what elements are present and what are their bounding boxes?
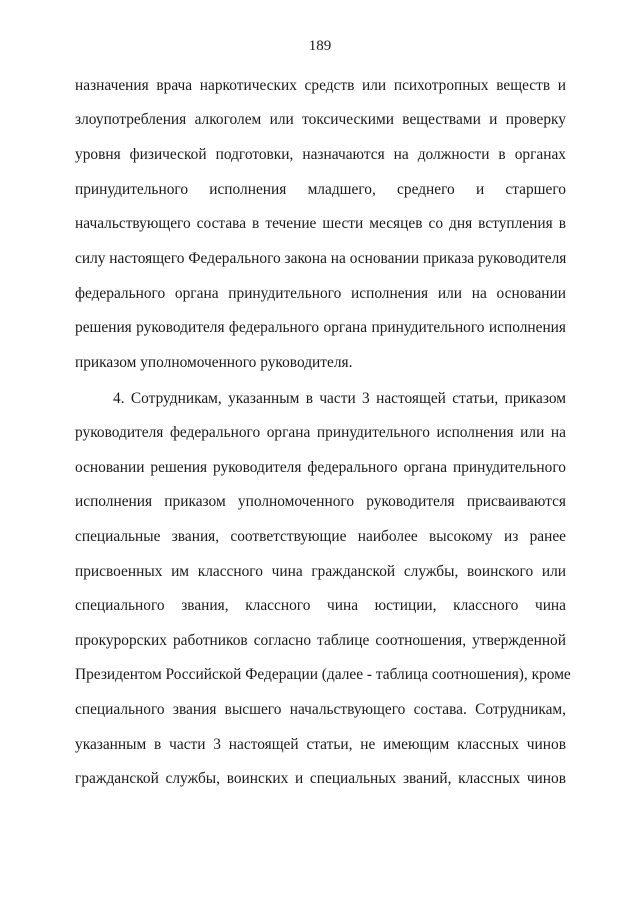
text-line: 4. Сотрудникам, указанным в части 3 настоящей статьи, приказом [113,390,566,407]
text-line: Президентом Российской Федерации (далее - таблица соотношения), кроме [75,666,571,683]
text-line: руководителя федерального органа принудительного исполнения или на [75,424,566,441]
text-line: назначения врача наркотических средств или психотропных веществ и [75,77,566,94]
text-line: специальные звания, соответствующие наиболее высокому из ранее [75,528,566,545]
page-number: 189 [308,38,332,54]
text-line: принудительного исполнения младшего, среднего и старшего [75,181,566,198]
text-line: специального звания, классного чина юстиции, классного чина [75,597,566,614]
text-line: злоупотребления алкоголем или токсическими веществами и проверку [75,111,566,128]
text-line: приказом уполномоченного руководителя. [75,354,353,371]
text-line: силу настоящего Федерального закона на основании приказа руководителя [75,250,567,267]
text-line: федерального органа принудительного исполнения или на основании [75,285,566,302]
text-line: специального звания высшего начальствующего состава. Сотрудникам, [75,701,566,718]
text-line: основании решения руководителя федерального органа принудительного [75,459,566,476]
text-line: прокурорских работников согласно таблице соотношения, утвержденной [75,632,566,649]
text-line: решения руководителя федерального органа принудительного исполнения [75,319,566,336]
text-line: исполнения приказом уполномоченного руководителя присваиваются [75,493,566,510]
text-line: указанным в части 3 настоящей статьи, не имеющим классных чинов [75,736,566,753]
text-line: гражданской службы, воинских и специальных званий, классных чинов [75,770,566,787]
text-line: уровня физической подготовки, назначаются на должности в органах [75,146,566,163]
text-line: начальствующего состава в течение шести месяцев со дня вступления в [75,215,566,232]
text-line: присвоенных им классного чина гражданской службы, воинского или [75,563,566,580]
